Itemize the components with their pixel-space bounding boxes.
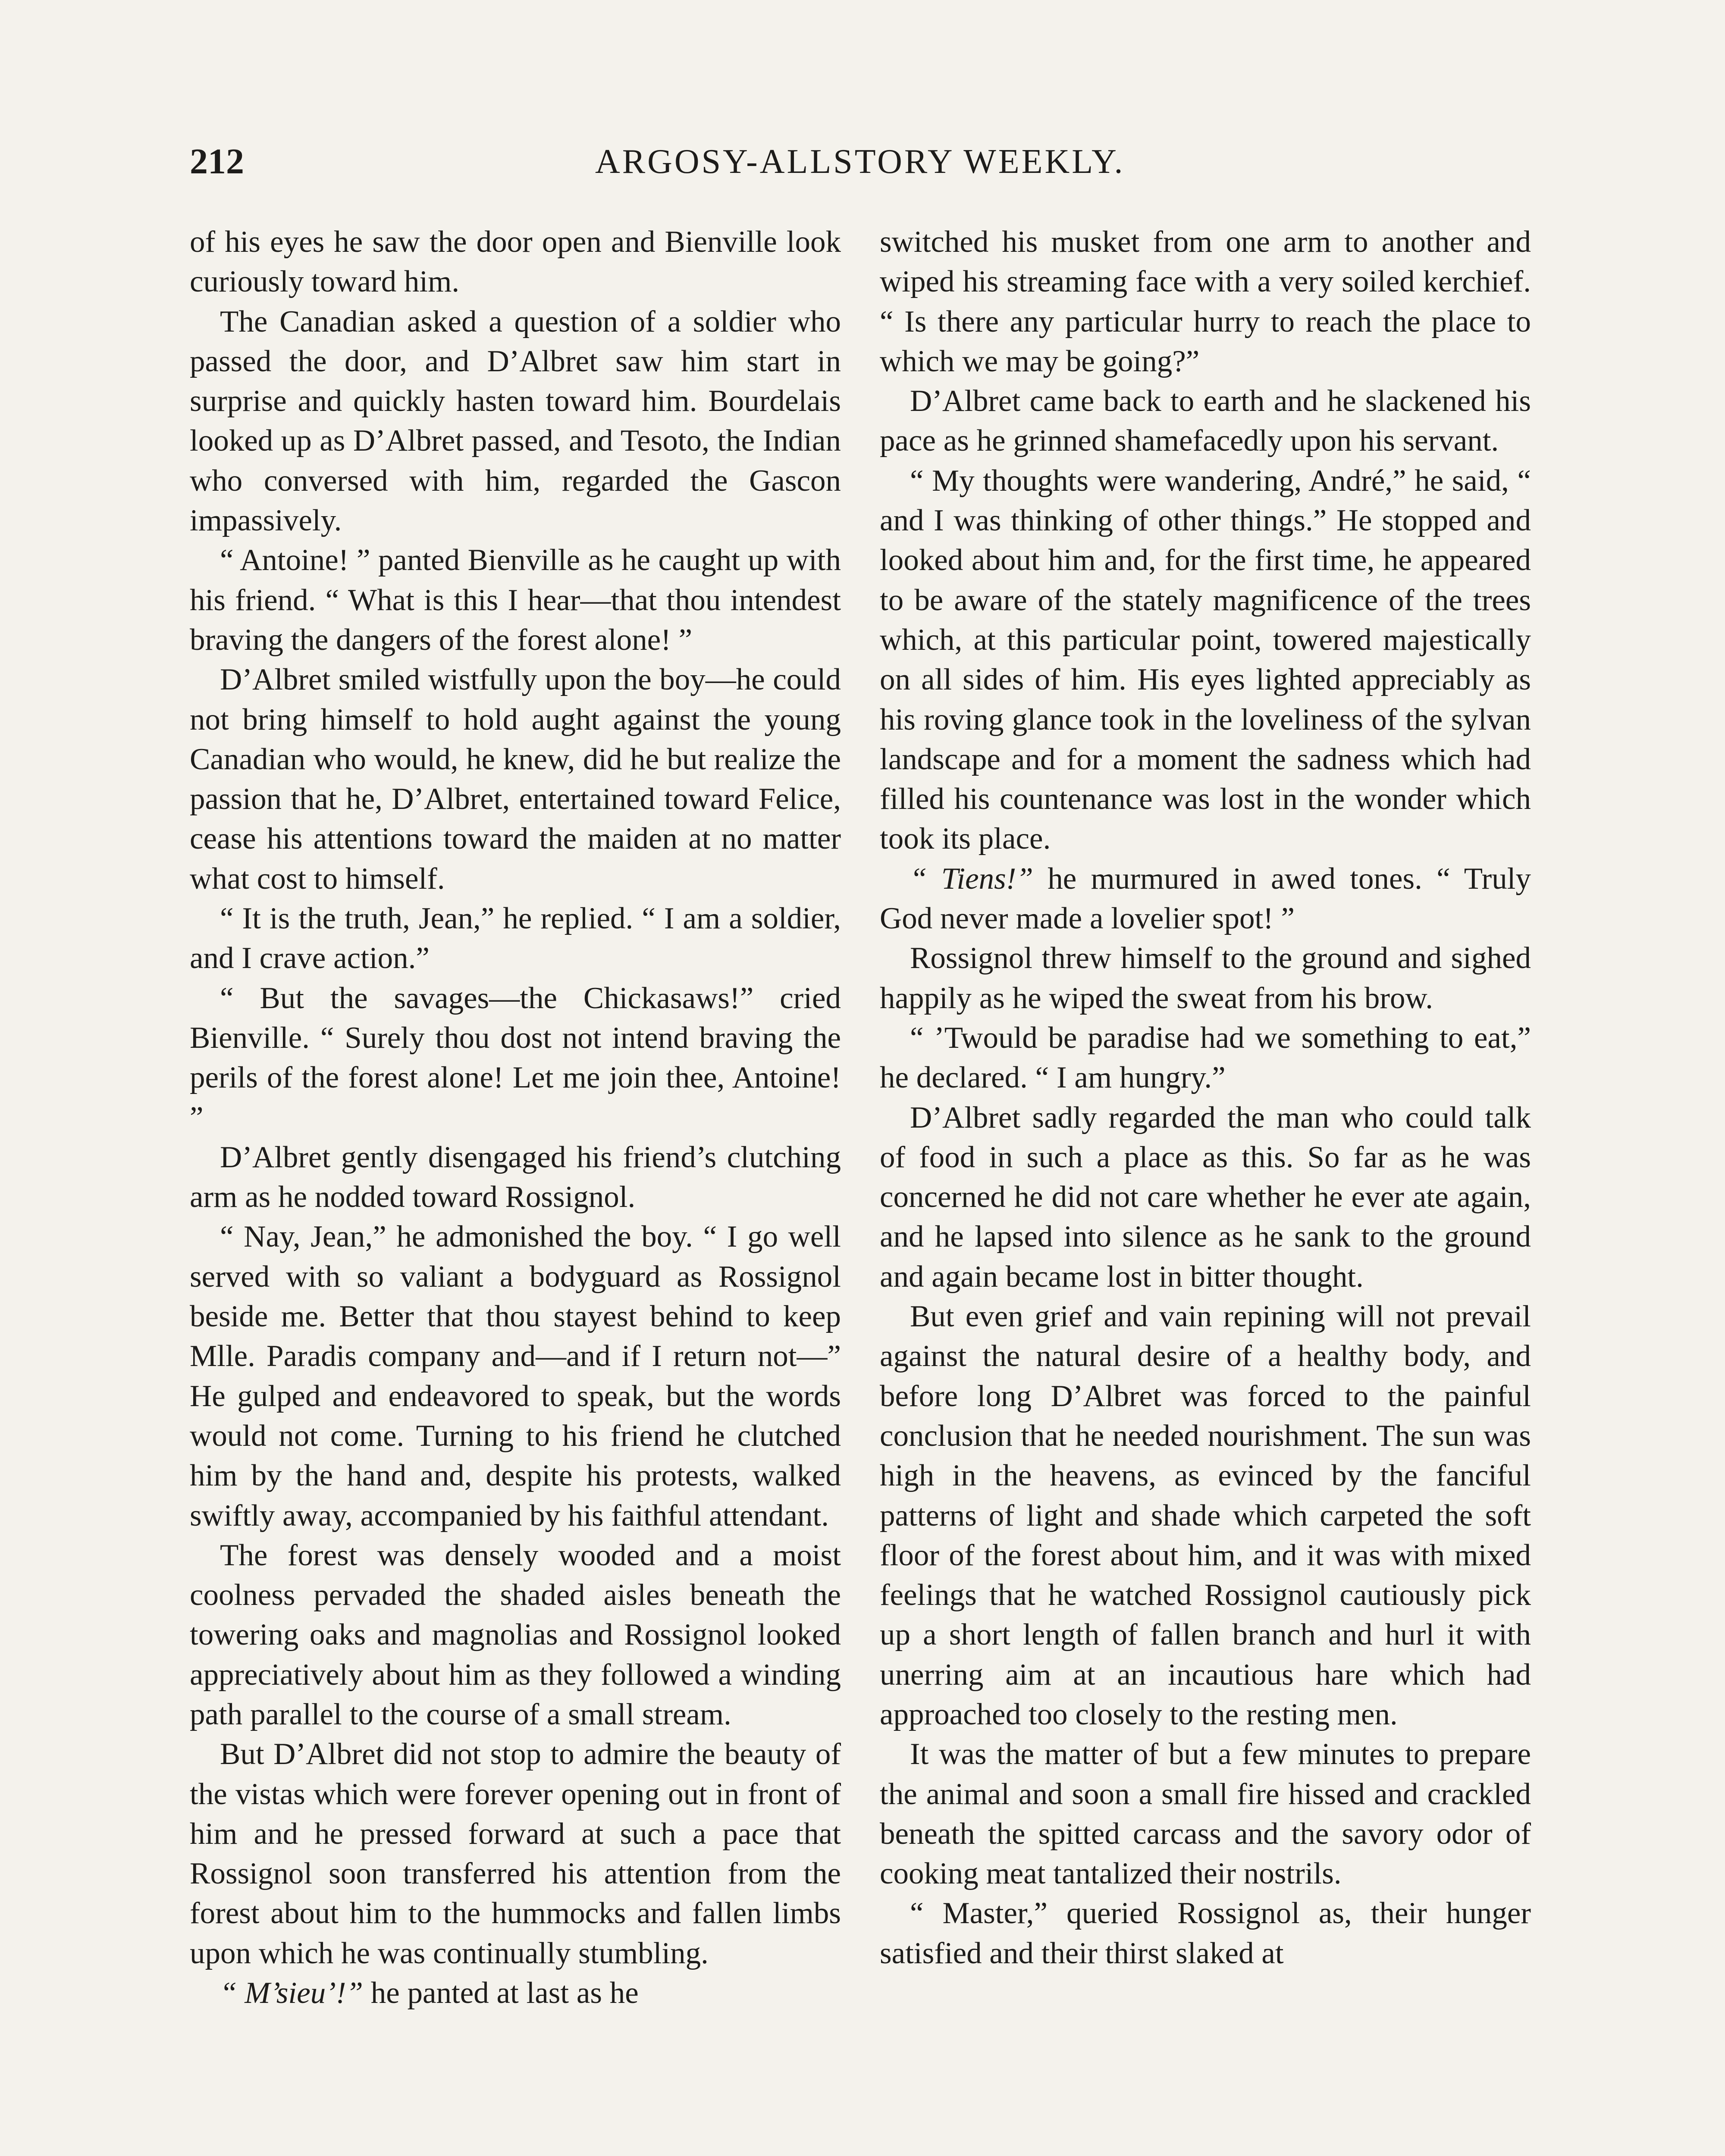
page-header bbox=[190, 138, 1540, 185]
paragraph: “ But the savages—the Chickasaws!” cried Bienville. “ Surely thou dost not intend braving the perils of the forest alone! Let me join thee, Antoine! ” bbox=[190, 981, 841, 1134]
paragraph: D’Albret sadly regarded the man who could talk of food in such a place as this. So far as he was concerned he did not care whether he ever ate again, and he lapsed into silence as he sank to the ground and again became lost in bitter thought. bbox=[880, 1100, 1531, 1294]
paragraph: D’Albret gently disengaged his friend’s clutching arm as he nodded toward Rossignol. bbox=[190, 1140, 841, 1214]
right-column bbox=[880, 222, 1531, 1973]
paragraph: The Canadian asked a question of a soldier who passed the door, and D’Albret saw him start in surprise and quickly hasten toward him. Bourdelais looked up as D’Albret passed, and Tesoto, the Indian who conversed with him, regarded the Gascon impassively. bbox=[190, 304, 841, 538]
paragraph: “ Antoine! ” panted Bienville as he caught up with his friend. “ What is this I hear—that thou intendest braving the dangers of the forest alone! ” bbox=[190, 543, 841, 657]
paragraph: of his eyes he saw the door open and Bienville look curiously toward him. bbox=[190, 225, 841, 299]
left-column bbox=[190, 222, 841, 2013]
paragraph bbox=[190, 1973, 841, 2013]
italic-exclamation: “ M’sieu’!” bbox=[220, 1976, 364, 2010]
paragraph: D’Albret came back to earth and he slackened his pace as he grinned shamefacedly upon his servant. bbox=[880, 384, 1531, 458]
italic-exclamation: “ Tiens!” bbox=[910, 862, 1033, 896]
paragraph bbox=[880, 859, 1531, 939]
paragraph-text: he murmured in awed tones. “ Truly God never made a lovelier spot! ” bbox=[880, 862, 1531, 936]
paragraph: “ Master,” queried Rossignol as, their hunger satisfied and their thirst slaked at bbox=[880, 1896, 1531, 1970]
running-head: ARGOSY-ALLSTORY WEEKLY. bbox=[595, 143, 1125, 181]
page-number: 212 bbox=[190, 141, 244, 182]
paragraph: “ It is the truth, Jean,” he replied. “ I am a soldier, and I crave action.” bbox=[190, 902, 841, 975]
paragraph: But even grief and vain repining will not prevail against the natural desire of a healthy body, and before long D’Albret was forced to the painful conclusion that he needed nourishment. The sun was high in the heavens, as evinced by the fanciful patterns of light and shade which carpeted the soft floor of the forest about him, and it was with mixed feelings that he watched Rossignol cautiously pick up a short length of fallen branch and hurl it with unerring aim at an incautious hare which had approached too closely to the resting men. bbox=[880, 1300, 1531, 1731]
paragraph: “ Nay, Jean,” he admonished the boy. “ I go well served with so valiant a bodyguard as Rossignol beside me. Better that thou stayest behind to keep Mlle. Paradis company and—and if I return not—” He gulped and endeavored to speak, but the words would not come. Turning to his friend he clutched him by the hand and, despite his protests, walked swiftly away, accompanied by his faithful attendant. bbox=[190, 1220, 841, 1532]
paragraph: But D’Albret did not stop to admire the beauty of the vistas which were forever opening out in front of him and he pressed forward at such a pace that Rossignol soon transferred his attention from the forest about him to the hummocks and fallen limbs upon which he was continually stumbling. bbox=[190, 1737, 841, 1970]
paragraph: switched his musket from one arm to another and wiped his streaming face with a very soiled kerchief. “ Is there any particular hurry to reach the place to which we may be going?” bbox=[880, 225, 1531, 378]
paragraph: “ My thoughts were wandering, André,” he said, “ and I was thinking of other things.” He stopped and looked about him and, for the first time, he appeared to be aware of the stately magnificence of the trees which, at this particular point, towered majestically on all sides of him. His eyes lighted appreciably as his roving glance took in the loveliness of the sylvan landscape and for a moment the sadness which had filled his countenance was lost in the wonder which took its place. bbox=[880, 464, 1531, 856]
paragraph: D’Albret smiled wistfully upon the boy—he could not bring himself to hold aught against the young Canadian who would, he knew, did he but realize the passion that he, D’Albret, entertained toward Felice, cease his attentions toward the maiden at no matter what cost to himself. bbox=[190, 663, 841, 896]
paragraph-text: he panted at last as he bbox=[363, 1976, 639, 2010]
paragraph: It was the matter of but a few minutes to prepare the animal and soon a small fire hissed and crackled beneath the spitted carcass and the savory odor of cooking meat tantalized their nostrils. bbox=[880, 1737, 1531, 1891]
paragraph: Rossignol threw himself to the ground and sighed happily as he wiped the sweat from his brow. bbox=[880, 941, 1531, 1015]
paragraph: The forest was densely wooded and a moist coolness pervaded the shaded aisles beneath the towering oaks and magnolias and Rossignol looked appreciatively about him as they followed a winding path parallel to the course of a small stream. bbox=[190, 1538, 841, 1731]
paragraph: “ ’Twould be paradise had we something to eat,” he declared. “ I am hungry.” bbox=[880, 1021, 1531, 1095]
